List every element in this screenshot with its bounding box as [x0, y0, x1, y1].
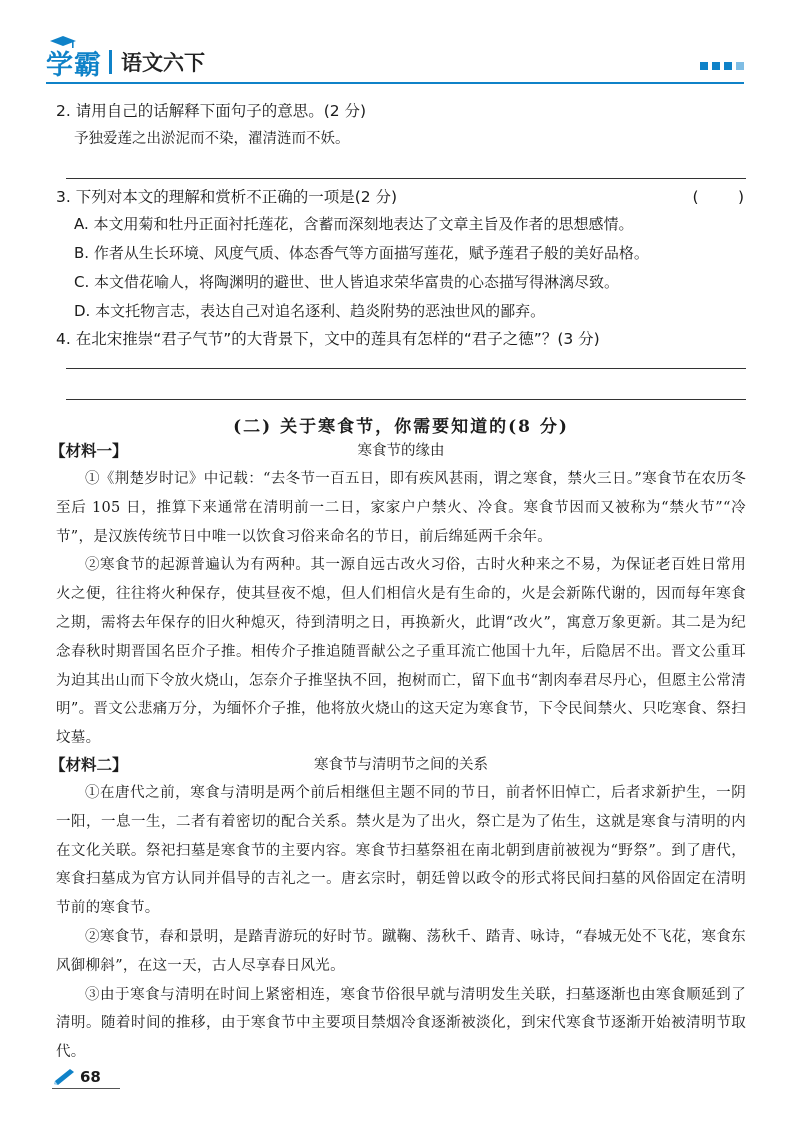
question-4-stem: 4. 在北宋推崇“君子气节”的大背景下，文中的莲具有怎样的“君子之德”？(3 分)	[56, 330, 600, 348]
footer-rule	[52, 1088, 120, 1089]
page-footer	[52, 1064, 122, 1094]
pencil-icon	[52, 1068, 76, 1086]
section-title: (二) 关于寒食节，你需要知道的(8 分)	[233, 417, 569, 437]
material-2-title: 寒食节与清明节之间的关系	[314, 756, 488, 773]
material-1-heading	[50, 439, 746, 465]
material-2-paragraph-1: ①在唐代之前，寒食与清明是两个前后相继但主题不同的节日，前者怀旧悼亡，后者求新护生，一阴一阳，一息一生，二者有着密切的配合关系。禁火是为了出火，祭亡是为了佑生，这就是寒食与清明的内在文化关联。祭祀扫墓是寒食节的主要内容。寒食节扫墓祭祖在南北朝到唐前被视为“野祭”。到了唐代，寒食扫墓成为官方认同并倡导的吉礼之一。唐玄宗时，朝廷曾以政令的形式将民间扫墓的风俗固定在清明节前的寒食节。	[56, 784, 746, 917]
material-2-paragraph-3: ③由于寒食与清明在时间上紧密相连，寒食节俗很早就与清明发生关联，扫墓逐渐也由寒食顺延到了清明。随着时间的推移，由于寒食节中主要项目禁烟冷食逐渐被淡化，到宋代寒食节逐渐开始被清明节取代。	[56, 986, 746, 1061]
material-1-paragraph-2: ②寒食节的起源普遍认为有两种。其一源自远古改火习俗，古时火种来之不易，为保证老百姓日常用火之便，往往将火种保存，使其昼夜不熄，但人们相信火是有生命的，火是会新陈代谢的，因而每年寒食之期，需将去年保存的旧火种熄灭，待到清明之日，再换新火，此谓“改火”，寓意万象更新。其二是为纪念春秋时期晋国名臣介子推。相传介子推追随晋献公之子重耳流亡他国十九年，后隐居不出。晋文公重耳为迫其出山而下令放火烧山，怎奈介子推坚执不回，抱树而亡，留下血书“割肉奉君尽丹心，但愿主公常清明”。晋文公悲痛万分，为缅怀介子推，他将放火烧山的这天定为寒食节，下令民间禁火、只吃寒食、祭扫坟墓。	[56, 557, 746, 747]
grade-label: 语文六下	[121, 51, 205, 75]
brand-logo	[46, 44, 205, 80]
answer-line[interactable]	[66, 368, 746, 369]
question-2-stem: 2. 请用自己的话解释下面句子的意思。(2 分)	[56, 102, 367, 120]
header-decoration	[700, 62, 744, 70]
question-3-stem: 3. 下列对本文的理解和赏析不正确的一项是(2 分)	[56, 188, 398, 206]
logo-divider	[109, 50, 112, 74]
option-d: D. 本文托物言志，表达自己对追名逐利、趋炎附势的恶浊世风的鄙弃。	[74, 302, 546, 320]
graduation-cap-icon	[50, 36, 76, 50]
answer-line[interactable]	[66, 178, 746, 179]
question-3	[56, 184, 746, 210]
material-2-heading	[50, 753, 746, 779]
material-1-label: 【材料一】	[50, 442, 128, 460]
material-1-title: 寒食节的缘由	[357, 443, 445, 459]
option-a: A. 本文用菊和牡丹正面衬托莲花，含蓄而深刻地表达了文章主旨及作者的思想感情。	[74, 215, 634, 233]
page-header	[0, 0, 800, 92]
option-b: B. 作者从生长环境、风度气质、体态香气等方面描写莲花，赋予莲君子般的美好品格。	[74, 244, 649, 262]
material-1-paragraph-1: ①《荆楚岁时记》中记载：“去冬节一百五日，即有疾风甚雨，谓之寒食，禁火三日。”寒食节在农历冬至后 105 日，推算下来通常在清明前一二日，家家户户禁火、冷食。寒食节因而又被称为“禁火节”“冷节”，是汉族传统节日中唯一以饮食习俗来命名的节日，前后绵延两千余年。	[56, 471, 746, 545]
question-2-quote: 予独爱莲之出淤泥而不染，濯清涟而不妖。	[74, 131, 350, 147]
header-rule	[46, 82, 744, 84]
material-2-label: 【材料二】	[50, 755, 128, 774]
option-c: C. 本文借花喻人，将陶渊明的避世、世人皆追求荣华富贵的心态描写得淋漓尽致。	[74, 273, 620, 291]
page-number: 68	[80, 1068, 101, 1086]
answer-line[interactable]	[66, 399, 746, 400]
logo-text: 学霸	[46, 49, 102, 81]
page-content	[50, 98, 746, 1067]
material-2-paragraph-2: ②寒食节，春和景明，是踏青游玩的好时节。蹴鞠、荡秋千、踏青、咏诗，“春城无处不飞花，寒食东风御柳斜”，在这一天，古人尽享春日风光。	[56, 928, 746, 974]
answer-bracket[interactable]: ( )	[692, 188, 744, 206]
